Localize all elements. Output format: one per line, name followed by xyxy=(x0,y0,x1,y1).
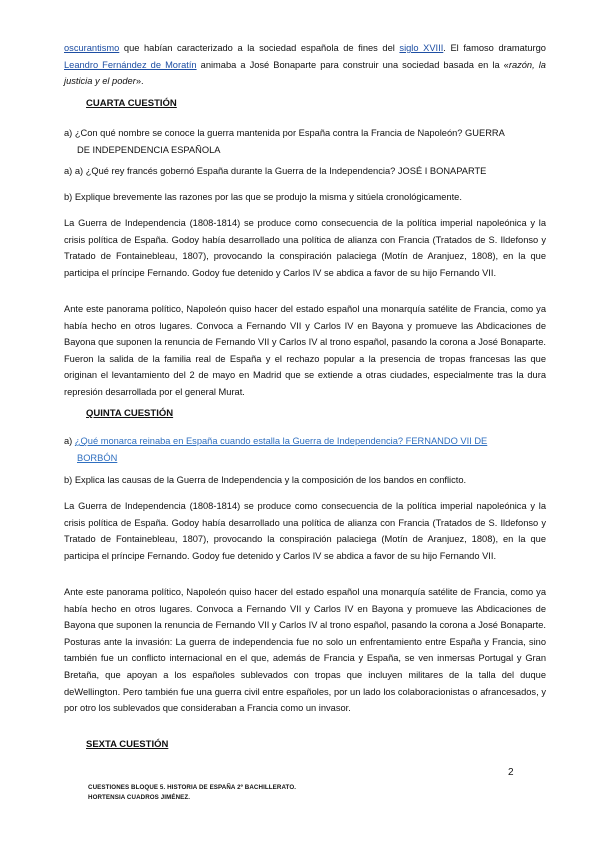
link-moratin[interactable]: Leandro Fernández de Moratín xyxy=(64,59,197,70)
paragraph-4-1: La Guerra de Independencia (1808-1814) se produce como consecuencia de la política imperial napoleónica y la crisis política de España. Godoy había desarrollado una política de alianza con Francia (Tratados de S. Ildefonso y Tratado de Fontainebleau, 1807), provocando la conspiración palaciega (Motín de Aranjuez, 1808), en la que participa el príncipe Fernando. Godoy fue detenido y Carlos IV se abdica a favor de su hijo Fernando VII. xyxy=(64,218,546,278)
link-oscurantismo[interactable]: oscurantismo xyxy=(64,43,120,53)
paragraph-5-1: La Guerra de Independencia (1808-1814) se produce como consecuencia de la política imperial napoleónica y la crisis política de España. Godoy había desarrollado una política de alianza con Francia (Tratados de S. Ildefonso y Tratado de Fontainebleau, 1807), provocando la conspiración palaciega (Motín de Aranjuez, 1808), en la que participa el príncipe Fernando. Godoy fue detenido y Carlos IV se abdica a favor de su hijo Fernando VII. xyxy=(64,501,546,561)
footer-line2: HORTENSIA CUADROS JIMÉNEZ. xyxy=(88,793,191,801)
paragraph-4-2: Ante este panorama político, Napoleón quiso hacer del estado español una monarquía satélite de Francia, como ya había hecho en otros lugares. Convoca a Fernando VII y Carlos IV en Bayona y promueve las Abdicaciones de Bayona que suponen la renuncia de Fernando VII y Carlos IV al trono español, pasando la corona a José Bonaparte. Fueron la salida de la familia real de España y el rechazo popular a la presencia de tropas francesas las que originan el levantamiento del 2 de mayo en Madrid que se extiende a otras ciudades, especialmente tras la dura represión desarrollada por el general Murat. xyxy=(64,304,546,397)
intro-paragraph: oscurantismo que habían caracterizado a la sociedad española de fines del siglo XVIII. El famoso dramaturgo Leandro Fernández de Moratín animaba a José Bonaparte para construir una sociedad basada en la «razón, la justicia y el poder». xyxy=(64,43,546,87)
section-heading-sexta: SEXTA CUESTIÓN xyxy=(86,739,169,750)
footer-line1: CUESTIONES BLOQUE 5. HISTORIA DE ESPAÑA 2º BACHILLERATO. xyxy=(88,784,297,791)
question-4a xyxy=(64,125,546,158)
question-4b: b) Explique brevemente las razones por las que se produjo la misma y sitúela cronológicamente. xyxy=(64,192,462,202)
link-siglo-xviii[interactable]: siglo XVIII xyxy=(399,43,444,53)
page-footer xyxy=(88,783,296,802)
page-number: 2 xyxy=(508,767,514,778)
question-5a: a) ¿Qué monarca reinaba en España cuando estalla la Guerra de Independencia? FERNANDO VII DE BORBÓN xyxy=(64,436,488,463)
paragraph-5-2: Ante este panorama político, Napoleón quiso hacer del estado español una monarquía satélite de Francia, como ya había hecho en otros lugares. Convoca a Fernando VII y Carlos IV en Bayona y promueve las Abdicaciones de Bayona que suponen la renuncia de Fernando VII y Carlos IV al trono español, pasando la corona a José Bonaparte. Posturas ante la invasión: La guerra de independencia fue no solo un enfrentamiento entre España y Francia, sino también fue un conflicto internacional en el que, además de Francia y España, se ven inmersas Portugal y Gran Bretaña, que apoyan a los españoles sublevados con tropas que incluyen militares de la talla del duque deWellington. Pero también fue una guerra civil entre españoles, por un lado los colaboracionistas o afrancesados, y por otro los sublevados que consideraban a Francia como un invasor. xyxy=(64,587,546,714)
question-5b: b) Explica las causas de la Guerra de Independencia y la composición de los bandos en conflicto. xyxy=(64,475,467,485)
question-5a-link-cont[interactable]: BORBÓN xyxy=(77,452,118,463)
section-heading-cuarta: CUARTA CUESTIÓN xyxy=(86,98,177,109)
question-5a-link[interactable]: ¿Qué monarca reinaba en España cuando estalla la Guerra de Independencia? FERNANDO VII DE xyxy=(74,436,488,446)
section-heading-quinta: QUINTA CUESTIÓN xyxy=(86,408,174,419)
question-4a-line1: a) ¿Con qué nombre se conoce la guerra mantenida por España contra la Francia de Napoleón? GUERRA xyxy=(64,128,505,138)
question-4a-line2: DE INDEPENDENCIA ESPAÑOLA xyxy=(77,144,221,155)
question-4a2: a) a) ¿Qué rey francés gobernó España durante la Guerra de la Independencia? JOSÉ I BONAPARTE xyxy=(64,166,487,176)
